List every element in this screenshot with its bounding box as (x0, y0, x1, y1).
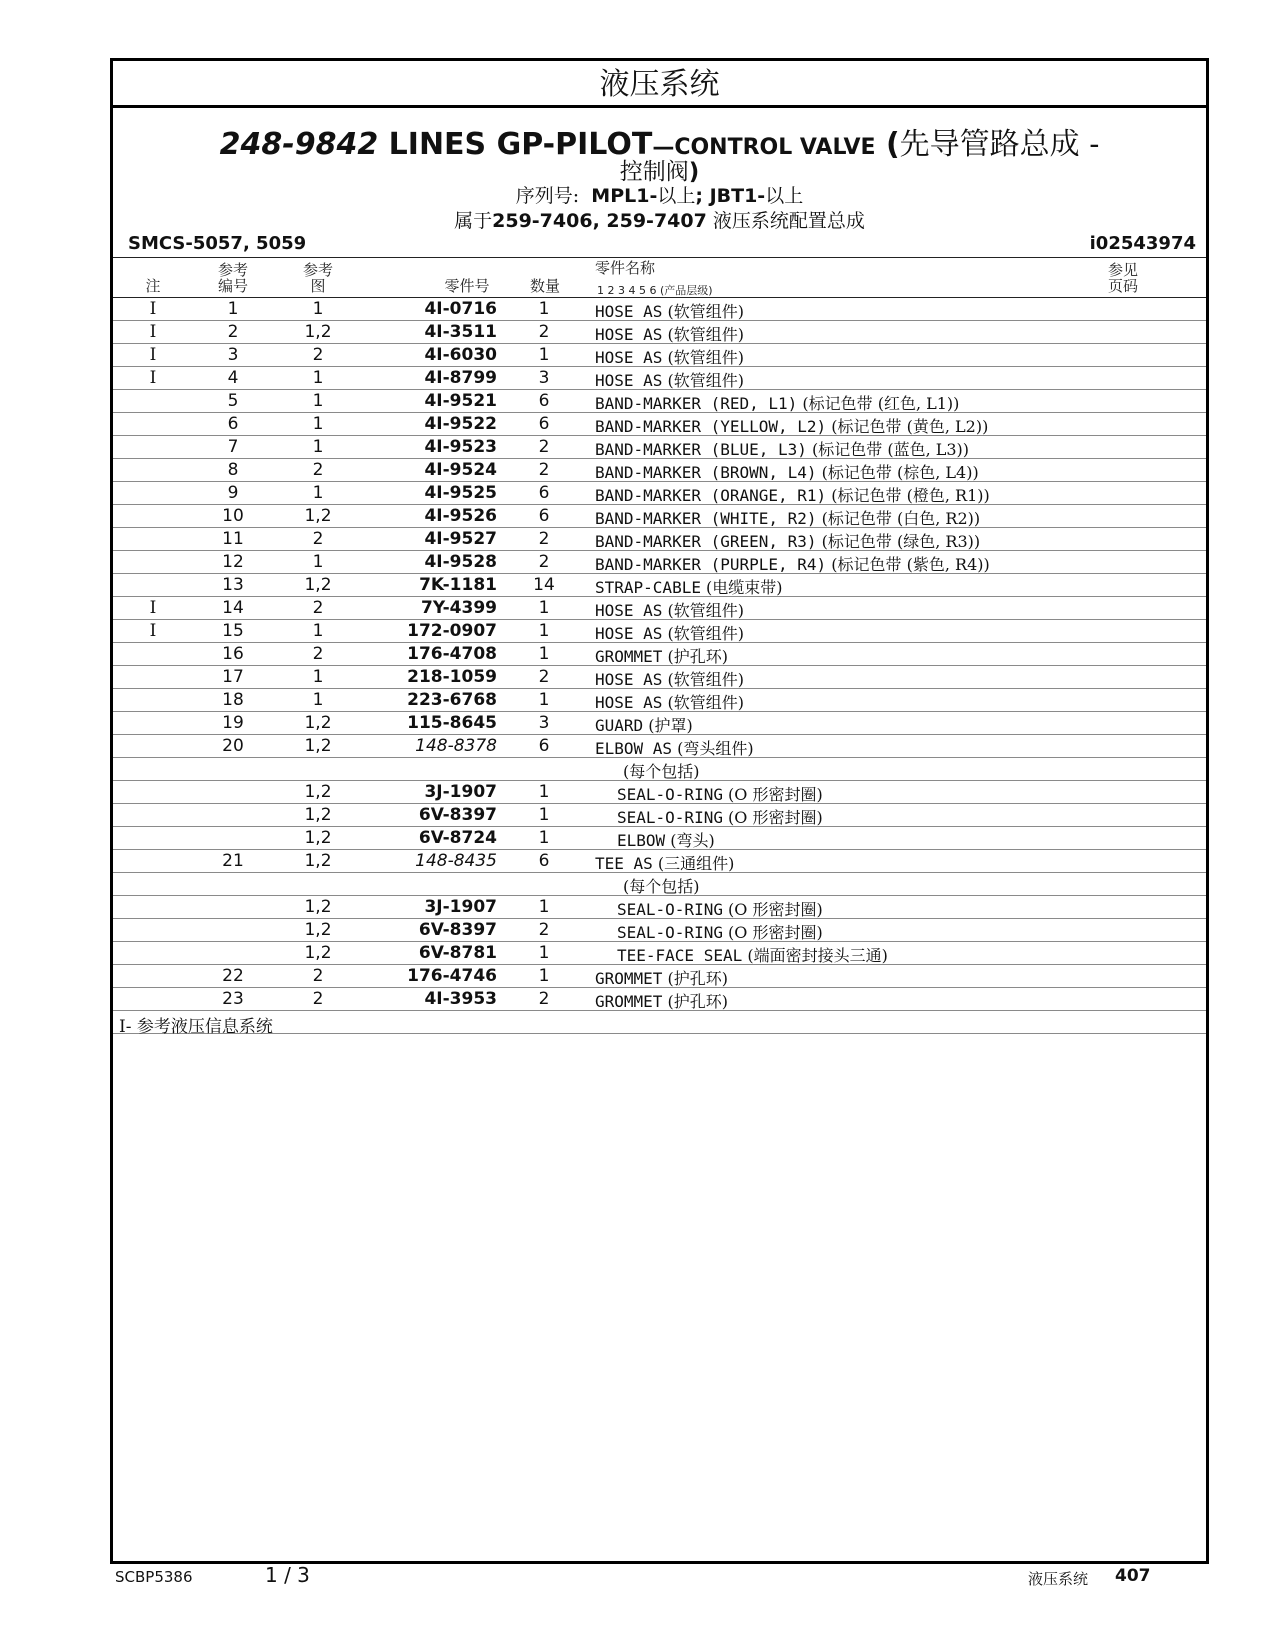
cell-figure: 1,2 (304, 920, 332, 940)
cell-figure: 2 (312, 345, 324, 365)
part-name-english: HOSE AS (595, 670, 663, 689)
part-name-english: BAND-MARKER (WHITE, R2) (595, 509, 817, 528)
table-row (113, 735, 1206, 758)
cell-quantity: 2 (538, 437, 550, 457)
cell-part-number: 4I-9524 (424, 460, 497, 480)
header-rule-top (113, 257, 1206, 258)
cell-quantity: 2 (538, 667, 550, 687)
cell-part-name (595, 621, 744, 644)
table-row (113, 574, 1206, 597)
table-row (113, 850, 1206, 873)
cell-quantity: 2 (538, 529, 550, 549)
footer-doc-number: SCBP5386 (115, 1568, 193, 1586)
cell-part-name (595, 966, 728, 989)
cell-note: I (149, 299, 157, 319)
cell-figure: 2 (312, 989, 324, 1009)
cell-figure: 1 (312, 483, 324, 503)
cell-part-number: 4I-3511 (424, 322, 497, 342)
part-name-english: HOSE AS (595, 624, 663, 643)
cell-part-number: 6V-8397 (418, 920, 497, 940)
table-row (113, 827, 1206, 850)
cell-figure: 1,2 (304, 506, 332, 526)
cell-ref-number: 12 (222, 552, 244, 572)
cell-quantity: 1 (538, 782, 550, 802)
cell-quantity: 1 (538, 828, 550, 848)
group-part-number: 248-9842 (219, 127, 379, 162)
cell-figure: 1,2 (304, 851, 332, 871)
cell-part-number: 223-6768 (407, 690, 497, 710)
header-see-page-line2: 页码 (1107, 277, 1138, 295)
table-row (113, 413, 1206, 436)
part-name-english: GROMMET (595, 992, 663, 1011)
cell-quantity: 2 (538, 920, 550, 940)
cell-figure: 1,2 (304, 575, 332, 595)
cell-part-number: 4I-9526 (424, 506, 497, 526)
header-part-name: 零件名称 (595, 259, 656, 277)
section-title: 液压系统 (113, 61, 1206, 108)
group-name-chinese: 先导管路总成 - (899, 127, 1100, 162)
cell-ref-number: 5 (227, 391, 239, 411)
cell-ref-number: 9 (227, 483, 239, 503)
part-name-chinese: (O 形密封圈) (722, 900, 823, 919)
open-paren: ( (875, 127, 900, 162)
serial-range: 序列号: MPL1-以上; JBT1-以上 (515, 185, 804, 207)
cell-figure: 1 (312, 667, 324, 687)
cell-part-name (595, 598, 744, 621)
part-name-english: STRAP-CABLE (595, 578, 701, 597)
part-name-english: BAND-MARKER (ORANGE, R1) (595, 486, 827, 505)
part-name-english: ELBOW AS (595, 739, 673, 758)
cell-ref-number: 22 (222, 966, 244, 986)
table-row (113, 804, 1206, 827)
cell-part-number: 3J-1907 (424, 782, 497, 802)
header-part-number: 零件号 (444, 277, 490, 295)
header-quantity: 数量 (529, 277, 560, 295)
part-name-chinese: (标记色带 (橙色, R1)) (826, 486, 990, 505)
part-name-english: GROMMET (595, 647, 663, 666)
cell-figure: 1 (312, 621, 324, 641)
cell-ref-number: 3 (227, 345, 239, 365)
part-name-chinese: (弯头组件) (672, 739, 754, 758)
parts-table (113, 298, 1206, 1037)
cell-ref-number: 14 (222, 598, 244, 618)
cell-ref-number: 23 (222, 989, 244, 1009)
cell-part-number: 4I-0716 (424, 299, 497, 319)
cell-figure: 1 (312, 299, 324, 319)
cell-figure: 1,2 (304, 736, 332, 756)
cell-quantity: 1 (538, 644, 550, 664)
part-name-chinese: (标记色带 (蓝色, L3)) (806, 440, 970, 459)
cell-part-number: 7K-1181 (419, 575, 497, 595)
cell-figure: 1,2 (304, 943, 332, 963)
part-name-chinese: (软管组件) (662, 348, 745, 367)
cell-ref-number: 19 (222, 713, 244, 733)
cell-figure: 1,2 (304, 782, 332, 802)
cell-quantity: 1 (538, 897, 550, 917)
cell-part-name (623, 874, 700, 897)
footer-section: 液压系统 (1028, 1570, 1089, 1588)
footer-page-number: 407 (1115, 1566, 1151, 1586)
table-row (113, 965, 1206, 988)
cell-part-number: 4I-6030 (424, 345, 497, 365)
cell-quantity: 1 (538, 598, 550, 618)
table-row (113, 942, 1206, 965)
cell-part-number: 4I-9521 (424, 391, 497, 411)
cell-part-name (617, 782, 823, 805)
cell-figure: 2 (312, 529, 324, 549)
table-row (113, 597, 1206, 620)
part-name-chinese: (O 形密封圈) (722, 785, 823, 804)
cell-ref-number: 8 (227, 460, 239, 480)
cell-figure: 1,2 (304, 897, 332, 917)
cell-part-number: 4I-9527 (424, 529, 497, 549)
cell-quantity: 1 (538, 690, 550, 710)
cell-part-name (595, 529, 980, 552)
cell-ref-number: 10 (222, 506, 244, 526)
cell-part-name (595, 414, 988, 437)
cell-ref-number: 11 (222, 529, 244, 549)
cell-quantity: 2 (538, 322, 550, 342)
group-name: LINES GP-PILOT (388, 127, 653, 162)
cell-quantity: 6 (538, 414, 550, 434)
part-name-english: ELBOW (617, 831, 666, 850)
part-name-chinese: (标记色带 (白色, R2)) (816, 509, 981, 528)
part-name-english: BAND-MARKER (BLUE, L3) (595, 440, 807, 459)
cell-quantity: 1 (538, 805, 550, 825)
table-row (113, 620, 1206, 643)
part-name-chinese: (O 形密封圈) (722, 808, 823, 827)
cell-figure: 1 (312, 690, 324, 710)
cell-figure: 2 (312, 598, 324, 618)
cell-part-number: 4I-8799 (424, 368, 497, 388)
cell-part-name (595, 713, 693, 736)
header-ref-line2: 编号 (217, 277, 248, 295)
part-name-english: TEE-FACE SEAL (617, 946, 743, 965)
header-note: 注 (145, 277, 161, 295)
part-name-english: BAND-MARKER (PURPLE, R4) (595, 555, 827, 574)
part-name-english: SEAL-O-RING (617, 785, 723, 804)
header-fig-line1: 参考 (302, 261, 333, 279)
cell-figure: 1 (312, 414, 324, 434)
part-name-chinese: (三通组件) (652, 854, 735, 873)
illustration-id: i02543974 (1089, 233, 1196, 254)
cell-part-name (595, 483, 990, 506)
cell-figure: 1,2 (304, 805, 332, 825)
cell-quantity: 3 (538, 368, 550, 388)
part-name-english: BAND-MARKER (GREEN, R3) (595, 532, 817, 551)
cell-part-number: 4I-3953 (424, 989, 497, 1009)
table-row (113, 873, 1206, 896)
cell-figure: 1 (312, 552, 324, 572)
table-row (113, 643, 1206, 666)
cell-part-name (595, 506, 980, 529)
part-name-chinese: (软管组件) (662, 693, 745, 712)
table-row (113, 988, 1206, 1011)
cell-note: I (149, 322, 157, 342)
table-row (113, 689, 1206, 712)
table-row (113, 390, 1206, 413)
footnote: I- 参考液压信息系统 (119, 1017, 273, 1037)
table-row (113, 528, 1206, 551)
cell-ref-number: 17 (222, 667, 244, 687)
part-name-english: BAND-MARKER (YELLOW, L2) (595, 417, 827, 436)
cell-part-name (595, 690, 744, 713)
table-row (113, 321, 1206, 344)
table-row (113, 459, 1206, 482)
cell-quantity: 1 (538, 966, 550, 986)
cell-part-number: 4I-9528 (424, 552, 497, 572)
cell-figure: 1 (312, 391, 324, 411)
cell-quantity: 3 (538, 713, 550, 733)
cell-part-name (595, 552, 990, 575)
cell-part-name (595, 667, 744, 690)
table-row (113, 919, 1206, 942)
table-row (113, 551, 1206, 574)
part-name-english: HOSE AS (595, 693, 663, 712)
part-name-english: HOSE AS (595, 348, 663, 367)
part-name-chinese: (弯头) (665, 831, 715, 850)
cell-figure: 1 (312, 368, 324, 388)
part-name-english: BAND-MARKER (BROWN, L4) (595, 463, 817, 482)
header-see-page-line1: 参见 (1107, 261, 1138, 279)
cell-ref-number: 4 (227, 368, 239, 388)
cell-part-name (617, 920, 823, 943)
cell-part-number: 176-4708 (407, 644, 497, 664)
cell-part-name (595, 644, 728, 667)
cell-part-name (595, 460, 979, 483)
part-name-english: SEAL-O-RING (617, 923, 723, 942)
cell-quantity: 2 (538, 460, 550, 480)
cell-ref-number: 20 (222, 736, 244, 756)
part-name-chinese: (O 形密封圈) (722, 923, 823, 942)
header-ref-line1: 参考 (217, 261, 248, 279)
cell-quantity: 2 (538, 989, 550, 1009)
part-name-english: SEAL-O-RING (617, 900, 723, 919)
table-row (113, 367, 1206, 390)
cell-quantity: 2 (538, 552, 550, 572)
table-row (113, 666, 1206, 689)
part-name-english: GUARD (595, 716, 644, 735)
part-name-english: SEAL-O-RING (617, 808, 723, 827)
cell-part-name (595, 851, 734, 874)
cell-part-name (595, 736, 754, 759)
part-name-chinese: (标记色带 (黄色, L2)) (826, 417, 989, 436)
cell-figure: 2 (312, 644, 324, 664)
part-name-chinese: (标记色带 (棕色, L4)) (816, 463, 979, 482)
cell-part-name (623, 759, 700, 782)
part-name-chinese: (护罩) (643, 716, 693, 735)
part-name-chinese: (软管组件) (662, 624, 745, 643)
cell-ref-number: 18 (222, 690, 244, 710)
cell-quantity: 1 (538, 299, 550, 319)
cell-part-number: 7Y-4399 (420, 598, 497, 618)
cell-part-name (617, 828, 715, 851)
cell-part-number: 3J-1907 (424, 897, 497, 917)
smcs-code: SMCS-5057, 5059 (128, 233, 307, 254)
table-row (113, 896, 1206, 919)
group-name-suffix: —CONTROL VALVE (652, 135, 876, 160)
part-name-english: HOSE AS (595, 601, 663, 620)
cell-quantity: 1 (538, 621, 550, 641)
table-row (113, 505, 1206, 528)
page-frame (110, 58, 1209, 1564)
part-name-chinese: (软管组件) (662, 371, 745, 390)
part-name-english: HOSE AS (595, 371, 663, 390)
cell-part-name (595, 345, 744, 368)
cell-part-number: 6V-8781 (418, 943, 497, 963)
cell-part-name (595, 391, 959, 414)
cell-quantity: 1 (538, 943, 550, 963)
part-name-chinese: (护孔环) (662, 969, 729, 988)
cell-figure: 1,2 (304, 828, 332, 848)
close-paren: ) (688, 159, 700, 185)
cell-figure: 2 (312, 460, 324, 480)
cell-note: I (149, 598, 157, 618)
part-name-chinese: (护孔环) (662, 992, 729, 1011)
cell-part-number: 148-8435 (415, 851, 497, 871)
cell-quantity: 6 (538, 736, 550, 756)
group-name-chinese-2: 控制阀 (619, 159, 689, 185)
part-name-chinese: (每个包括) (623, 877, 700, 896)
table-row (113, 758, 1206, 781)
footer-page-of: 1 / 3 (265, 1563, 310, 1587)
part-name-chinese: (软管组件) (662, 325, 745, 344)
cell-part-name (595, 437, 969, 460)
cell-figure: 1,2 (304, 713, 332, 733)
cell-ref-number: 21 (222, 851, 244, 871)
cell-quantity: 6 (538, 391, 550, 411)
cell-ref-number: 7 (227, 437, 239, 457)
cell-quantity: 1 (538, 345, 550, 365)
cell-figure: 1,2 (304, 322, 332, 342)
part-name-chinese: (标记色带 (紫色, R4)) (826, 555, 990, 574)
cell-part-name (595, 575, 783, 598)
cell-part-number: 4I-9523 (424, 437, 497, 457)
cell-note: I (149, 621, 157, 641)
part-name-chinese: (软管组件) (662, 601, 745, 620)
cell-part-number: 4I-9522 (424, 414, 497, 434)
cell-part-number: 115-8645 (407, 713, 497, 733)
belongs-to: 属于259-7406, 259-7407 液压系统配置总成 (454, 210, 865, 232)
cell-part-number: 172-0907 (407, 621, 497, 641)
cell-figure: 1 (312, 437, 324, 457)
part-name-chinese: (端面密封接头三通) (742, 946, 888, 965)
cell-ref-number: 15 (222, 621, 244, 641)
cell-part-name (595, 322, 744, 345)
part-name-english: HOSE AS (595, 325, 663, 344)
part-name-chinese: (标记色带 (红色, L1)) (797, 394, 960, 413)
cell-quantity: 6 (538, 851, 550, 871)
cell-note: I (149, 345, 157, 365)
part-name-chinese: (每个包括) (623, 762, 700, 781)
part-name-english: GROMMET (595, 969, 663, 988)
cell-figure: 2 (312, 966, 324, 986)
cell-part-number: 6V-8397 (418, 805, 497, 825)
table-row (113, 436, 1206, 459)
cell-ref-number: 16 (222, 644, 244, 664)
table-row (113, 298, 1206, 321)
part-name-english: BAND-MARKER (RED, L1) (595, 394, 798, 413)
cell-note: I (149, 368, 157, 388)
header-levels: 1 2 3 4 5 6 (产品层级) (597, 284, 713, 297)
cell-part-name (617, 897, 823, 920)
table-row (113, 344, 1206, 367)
cell-quantity: 6 (538, 506, 550, 526)
cell-part-number: 148-8378 (415, 736, 497, 756)
part-name-english: HOSE AS (595, 302, 663, 321)
cell-part-name (617, 805, 823, 828)
part-name-chinese: (标记色带 (绿色, R3)) (816, 532, 981, 551)
part-name-chinese: (软管组件) (662, 302, 745, 321)
part-name-chinese: (电缆束带) (700, 578, 783, 597)
footnote-row (113, 1011, 1206, 1037)
part-name-chinese: (软管组件) (662, 670, 745, 689)
cell-ref-number: 13 (222, 575, 244, 595)
cell-quantity: 14 (533, 575, 555, 595)
header-fig-line2: 图 (310, 277, 326, 295)
cell-part-name (595, 368, 744, 391)
cell-ref-number: 2 (227, 322, 239, 342)
cell-part-number: 218-1059 (407, 667, 497, 687)
cell-ref-number: 1 (227, 299, 239, 319)
table-row (113, 781, 1206, 804)
table-row (113, 712, 1206, 735)
cell-part-name (617, 943, 888, 966)
cell-part-number: 6V-8724 (418, 828, 497, 848)
part-name-chinese: (护孔环) (662, 647, 729, 666)
cell-part-name (595, 299, 744, 322)
cell-part-number: 176-4746 (407, 966, 497, 986)
cell-part-number: 4I-9525 (424, 483, 497, 503)
cell-ref-number: 6 (227, 414, 239, 434)
cell-part-name (595, 989, 728, 1012)
part-name-english: TEE AS (595, 854, 653, 873)
cell-quantity: 6 (538, 483, 550, 503)
table-row (113, 482, 1206, 505)
